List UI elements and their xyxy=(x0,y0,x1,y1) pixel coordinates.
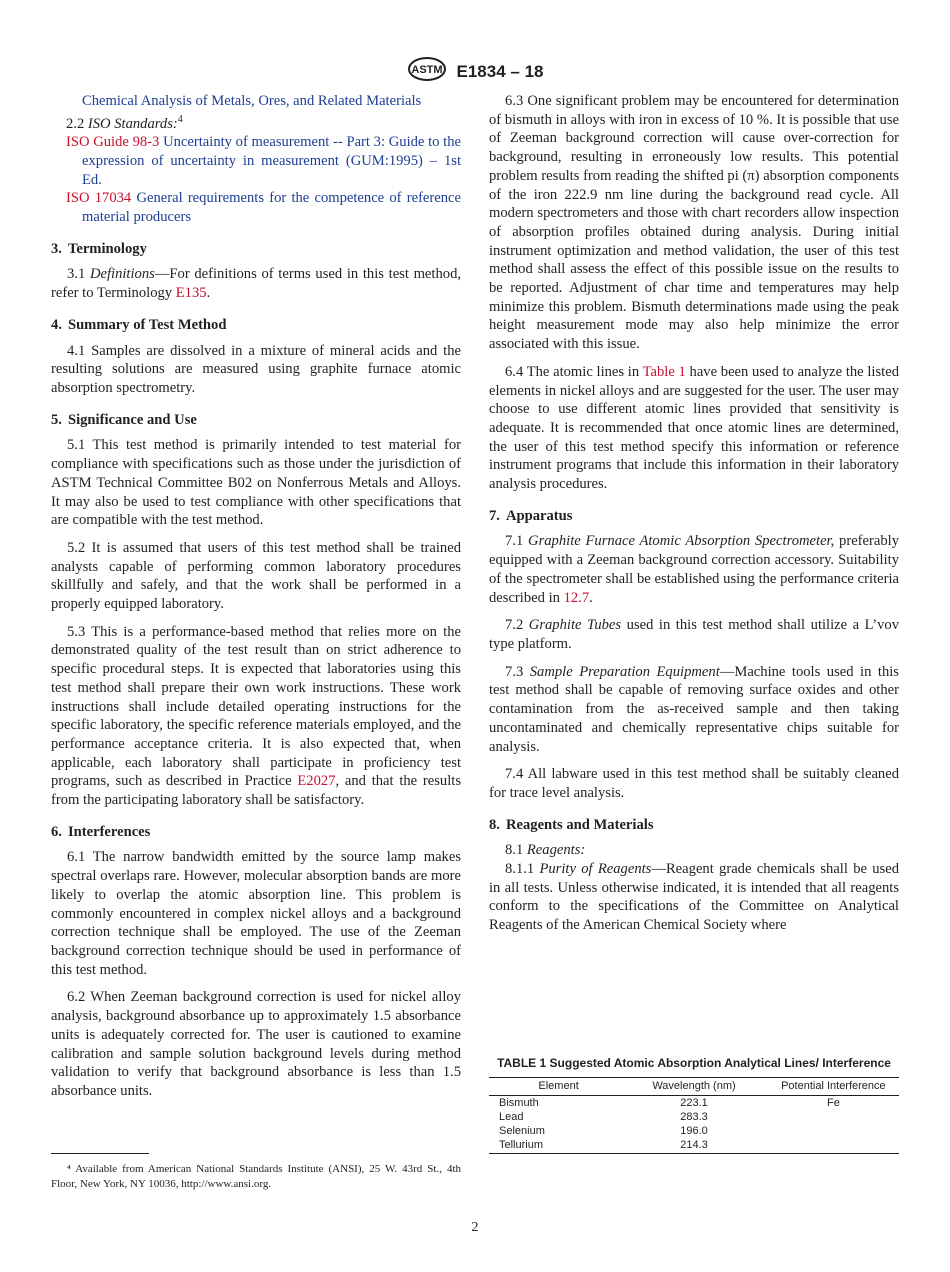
cell-element: Selenium xyxy=(499,1125,545,1137)
table-row xyxy=(489,1110,899,1124)
cell-element: Lead xyxy=(499,1111,524,1123)
section-4-heading: 4. Summary of Test Method xyxy=(51,316,227,333)
footnote: ⁴ Available from American National Standards Institute (ANSI), 25 W. 43rd St., 4th Floor, New York, NY 10036, http://www.ansi.org. xyxy=(51,1163,461,1190)
para-6-3: 6.3 One significant problem may be encountered for determination of bismuth in alloys with iron in excess of 10 %. It is possible that use of Zeeman background correction will cause over-correction for background, resulting in erroneously low results. This potential problem results from reading the shifted pi (π) absorption components of the iron 222.9 nm line during the background read cycle. All modern spectrometers and those with chart recorders allow inspection of absorption profiles obtained during analysis. During initial instrument optimization and method validation, the user of this test method shall assess the effect of this possible issue on the results to be reported. Adjustment of char time and temperatures may help minimize this problem. Bismuth determinations made using the peak height measurement mode may also help minimize the error associated with this issue. xyxy=(489,93,899,353)
para-5-2: 5.2 It is assumed that users of this test method shall be trained analysts capable of performing common laboratory procedures skillfully and safely, and that the work shall be performed in a properly equipped laboratory. xyxy=(51,539,461,613)
cell-wavelength: 214.3 xyxy=(620,1138,768,1154)
page-header xyxy=(0,56,950,87)
right-column xyxy=(489,92,899,944)
para-5-3: 5.3 This is a performance-based method that relies more on the demonstrated quality of the test result than on strict adherence to specific procedural steps. It is expected that laboratories using this test method shall prepare their own work instructions. These work instructions shall include detailed operating instructions for the specific laboratory, the specific reference materials employed, and the performance acceptance criteria. It is also expected that, when applicable, each laboratory shall participate in proficiency test programs, such as described in Practice E2027, and that the results from the participating laboratory shall be satisfactory. xyxy=(51,623,461,809)
para-7-2: 7.2 Graphite Tubes used in this test method shall utilize a L’vov type platform. xyxy=(489,617,899,652)
cell-wavelength: 223.1 xyxy=(680,1097,708,1109)
table-1-title: TABLE 1 Suggested Atomic Absorption Analytical Lines/ Interference xyxy=(497,1056,891,1070)
iso-standards-intro: 2.2 ISO Standards:$^4$ xyxy=(66,113,183,132)
para-3-1: 3.1 Definitions—For definitions of terms used in this test method, refer to Terminology E135. xyxy=(51,266,462,302)
iso-17034-link[interactable]: ISO 17034 xyxy=(66,190,132,207)
table-row xyxy=(489,1096,899,1111)
para-6-2: 6.2 When Zeeman background correction is used for nickel alloy analysis, background absorbance up to approximately 1.5 absorbance units is adequately corrected for. The user is cautioned to examine calibration and sample solution background levels during method validation to verify that background absorbance is less than 1.5 absorbance units. xyxy=(51,989,461,1099)
para-7-3: 7.3 Sample Preparation Equipment—Machine tools used in this test method shall be capable of removing surface oxides and other contamination from the as-received sample and then taking uncontaminated and chemically representative chips suitable for analysis. xyxy=(489,663,899,755)
cell-interference: Fe xyxy=(826,1097,840,1109)
section-7-heading: 7. Apparatus xyxy=(489,507,573,524)
para-6-1: 6.1 The narrow bandwidth emitted by the source lamp makes spectral overlaps rare. However, molecular absorption bands are more likely to overlap the atomic absorption line. This problem is commonly encountered in complex nickel alloys and a background correction technique shall be employed. The use of the Zeeman background correction technique should be used in performance of this test method. xyxy=(51,849,461,978)
section-6-heading: 6. Interferences xyxy=(51,823,151,840)
footnote-divider xyxy=(51,1153,149,1154)
para-4-1: 4.1 Samples are dissolved in a mixture of mineral acids and the resulting solutions are measured using graphite furnace atomic absorption spectrometry. xyxy=(51,342,461,396)
astm-logo xyxy=(407,56,447,87)
para-5-1: 5.1 This test method is primarily intended to test material for compliance with specifications such as those under the jurisdiction of ASTM Technical Committee B02 on Nonferrous Metals and Alloys. It may also be used to test compliance with other specifications that are compatible with the test method. xyxy=(51,437,461,529)
section-5-heading: 5. Significance and Use xyxy=(51,411,197,428)
para-7-1: 7.1 Graphite Furnace Atomic Absorption Spectrometer, preferably equipped with a Zeeman background correction accessory. Suitability of the spectrometer shall be established using the performance criteria described in 12.7. xyxy=(489,533,900,606)
iso-reference-1: ISO Guide 98-3 Uncertainty of measurement -- Part 3: Guide to the expression of uncertainty in measurement (GUM:1995) – 1st Ed. xyxy=(66,134,461,188)
e135-link[interactable]: E135 xyxy=(175,285,207,302)
table-1-link[interactable]: Table 1 xyxy=(642,363,686,380)
header-interference: Potential Interference xyxy=(768,1078,899,1096)
iso-guide-link[interactable]: ISO Guide 98-3 xyxy=(66,134,160,151)
cell-wavelength: 196.0 xyxy=(680,1125,708,1137)
e2027-link[interactable]: E2027 xyxy=(297,773,336,790)
table-1 xyxy=(489,1056,899,1154)
cell-interference xyxy=(768,1110,899,1124)
document-number: E1834 – 18 xyxy=(456,61,544,81)
para-8-1: 8.1 Reagents: xyxy=(505,842,586,859)
header-element: Element xyxy=(489,1078,620,1096)
cell-element: Tellurium xyxy=(489,1138,620,1154)
svg-text:ASTM: ASTM xyxy=(410,64,443,76)
cell-wavelength: 283.3 xyxy=(680,1111,708,1123)
table-row xyxy=(489,1124,899,1138)
table-row xyxy=(489,1138,899,1154)
para-8-1-1: 8.1.1 Purity of Reagents—Reagent grade chemicals shall be used in all tests. Unless otherwise indicated, it is intended that all reagents conform to the specifications of the Committee on Analytical Reagents of the American Chemical Society where xyxy=(489,861,899,934)
para-7-4: 7.4 All labware used in this test method shall be suitably cleaned for trace level analysis. xyxy=(489,766,899,801)
cell-element: Bismuth xyxy=(499,1097,539,1109)
para-6-4: 6.4 The atomic lines in Table 1 have been used to analyze the listed elements in nickel alloys and are suggested for the user. The user may choose to use different atomic lines provided that sensitivity is adequate. It is recommended that once atomic lines are determined, the user of this test method specify this information or reference instrument programs that include this information in their laboratory analysis procedures. xyxy=(489,363,899,493)
reference-continuation: Chemical Analysis of Metals, Ores, and Related Materials xyxy=(82,93,422,109)
iso-reference-2: ISO 17034 General requirements for the competence of reference material producers xyxy=(66,190,461,226)
left-column xyxy=(51,92,461,1110)
cell-interference xyxy=(768,1124,899,1138)
section-8-heading: 8. Reagents and Materials xyxy=(489,816,654,833)
page-number: 2 xyxy=(471,1220,479,1235)
section-12-7-link[interactable]: 12.7 xyxy=(563,589,590,606)
header-wavelength: Wavelength (nm) xyxy=(620,1078,768,1096)
section-3-heading: 3. Terminology xyxy=(51,240,147,257)
atomic-lines-table xyxy=(489,1077,899,1154)
table-header-row xyxy=(489,1078,899,1096)
cell-interference xyxy=(768,1138,899,1154)
